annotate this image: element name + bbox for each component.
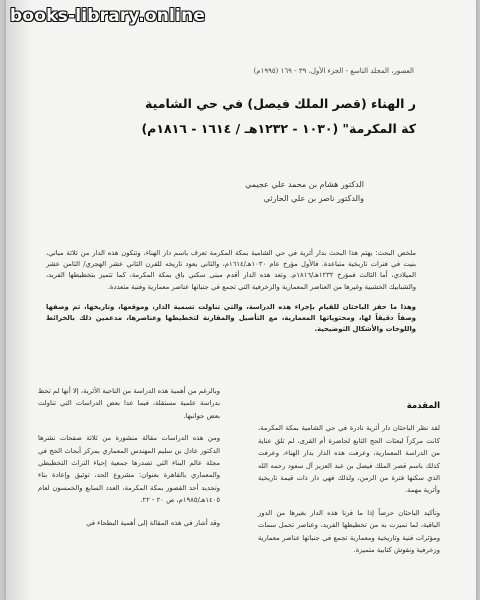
document-page bbox=[6, 0, 476, 600]
intro-heading: المقدمة bbox=[406, 401, 440, 411]
intro-column bbox=[258, 400, 440, 566]
abstract-block bbox=[46, 248, 416, 344]
journal-citation: العصور، المجلد التاسع - الجزء الأول، ٣٩ - ١٦٩ (١٩٩٥م) bbox=[253, 67, 414, 75]
abstract-paragraph-1: ملخص البحث: يهتم هذا البحث بدار أثرية في حي الشامية بمكة المكرمة تعرف باسم دار الهناء، وتتكون هذه الدار من ثلاثة مباني، بنيت في فترات تاريخية متباعدة. فالأول مؤرخ عام ١٠٣٠هـ/١٦١٤م، والثاني يعود تاريخه للقرن الثاني عشر الهجري/ الثامن عشر الميلادي، أما الثالث فمؤرخ ١٢٣٢هـ/١٨١٦م. وتعد هذه الدار أقدم مبنى سكني باق بمكة المكرمة، كما تتميز بتخطيطها الفريد، والشبابيك الخشبية وغيرها من العناصر المعمارية والزخرفية التي تجمع في جنباتها عناصر معمارية وفنية متعددة. bbox=[46, 249, 416, 291]
second-column-paragraph-3: وقد أشار في هذه المقالة إلى أهمية البطحاء في bbox=[86, 518, 220, 527]
abstract-paragraph-2: وهذا ما حفز الباحثان للقيام بإجراء هذه الدراسة، والتي تناولت تسمية الدار، وموقعها، وتاريخها، ثم وصفها وصفاً دقيقاً لها، ومحتوياتها المعمارية، مع التأصيل والمقارنة لتخطيطها وعناصرها، مدعمين ذلك بالخرائط واللوحات والأشكال التوضيحية. bbox=[46, 302, 416, 334]
page-edge-shadow bbox=[6, 0, 32, 600]
author-1: الدكتور هشام بن محمد علي عجيمي bbox=[245, 180, 364, 189]
second-column-paragraph-1: وبالرغم من أهمية هذه الدراسة من الناحية الأثرية، إلا أنها لم تحظ بدراسة علمية مستقلة، فيما عدا بعض الدراسات التي تناولت بعض جوانبها. bbox=[38, 387, 220, 420]
second-column-paragraph-2: ومن هذه الدراسات مقالة منشورة من ثلاثة صفحات نشرها الدكتور عادل بن سليم المهندس المعماري بمركز أبحاث الحج في مجلة عالم البناء التي تصدرها جمعية إحياء التراث التخطيطي والمعماري بالقاهرة بعنوان: مشروع الحد، توثيق وإعادة بناء وتجديد أحد القصور بمكة المكرمة، العدد السابع والخمسون لعام ١٤٠٥هـ/١٩٨٥م، ص ٢٠ - ٢٢. bbox=[38, 434, 220, 505]
site-watermark: books-library.online bbox=[10, 6, 206, 26]
author-2: والدكتور ناصر بن علي الحارثي bbox=[263, 194, 364, 203]
second-column bbox=[38, 385, 220, 539]
article-title-line-2: كة المكرمة" (١٠٣٠ - ١٢٣٢هـ / ١٦١٤ - ١٨١٦م) bbox=[141, 121, 416, 136]
article-title-line-1: ر الهناء (قصر الملك فيصل) في حي الشامية bbox=[145, 96, 416, 111]
intro-paragraph-2: وتأكيد الباحثان حرصاً إذا ما قرنا هذه الدار بغيرها من الدور الباقية، لما تميزت به من تخطيطها الفريد، وعناصر تحمل سمات ومؤثرات فنية وتاريخية ومعمارية تجمع في جنباتها عناصر معمارية وزخرفية ونقوش كتابية متميزة. bbox=[258, 508, 440, 555]
intro-paragraph-1: لقد نظر الباحثان دار أثرية نادرة في حي الشامية بمكة المكرمة، كانت مركزاً لبعثات الحج التابع لحاضرة أم القرى، لم تلق عناية من الدراسة المعمارية، وعرفت هذه الدار بدار الهناء، وعرفت كذلك باسم قصر الملك فيصل بن عبد العزيز آل سعود رحمه الله الذي سكنها فترة من الزمن، ولذلك فهي دار ذات قيمة تاريخية وأثرية مهمة. bbox=[258, 424, 440, 495]
